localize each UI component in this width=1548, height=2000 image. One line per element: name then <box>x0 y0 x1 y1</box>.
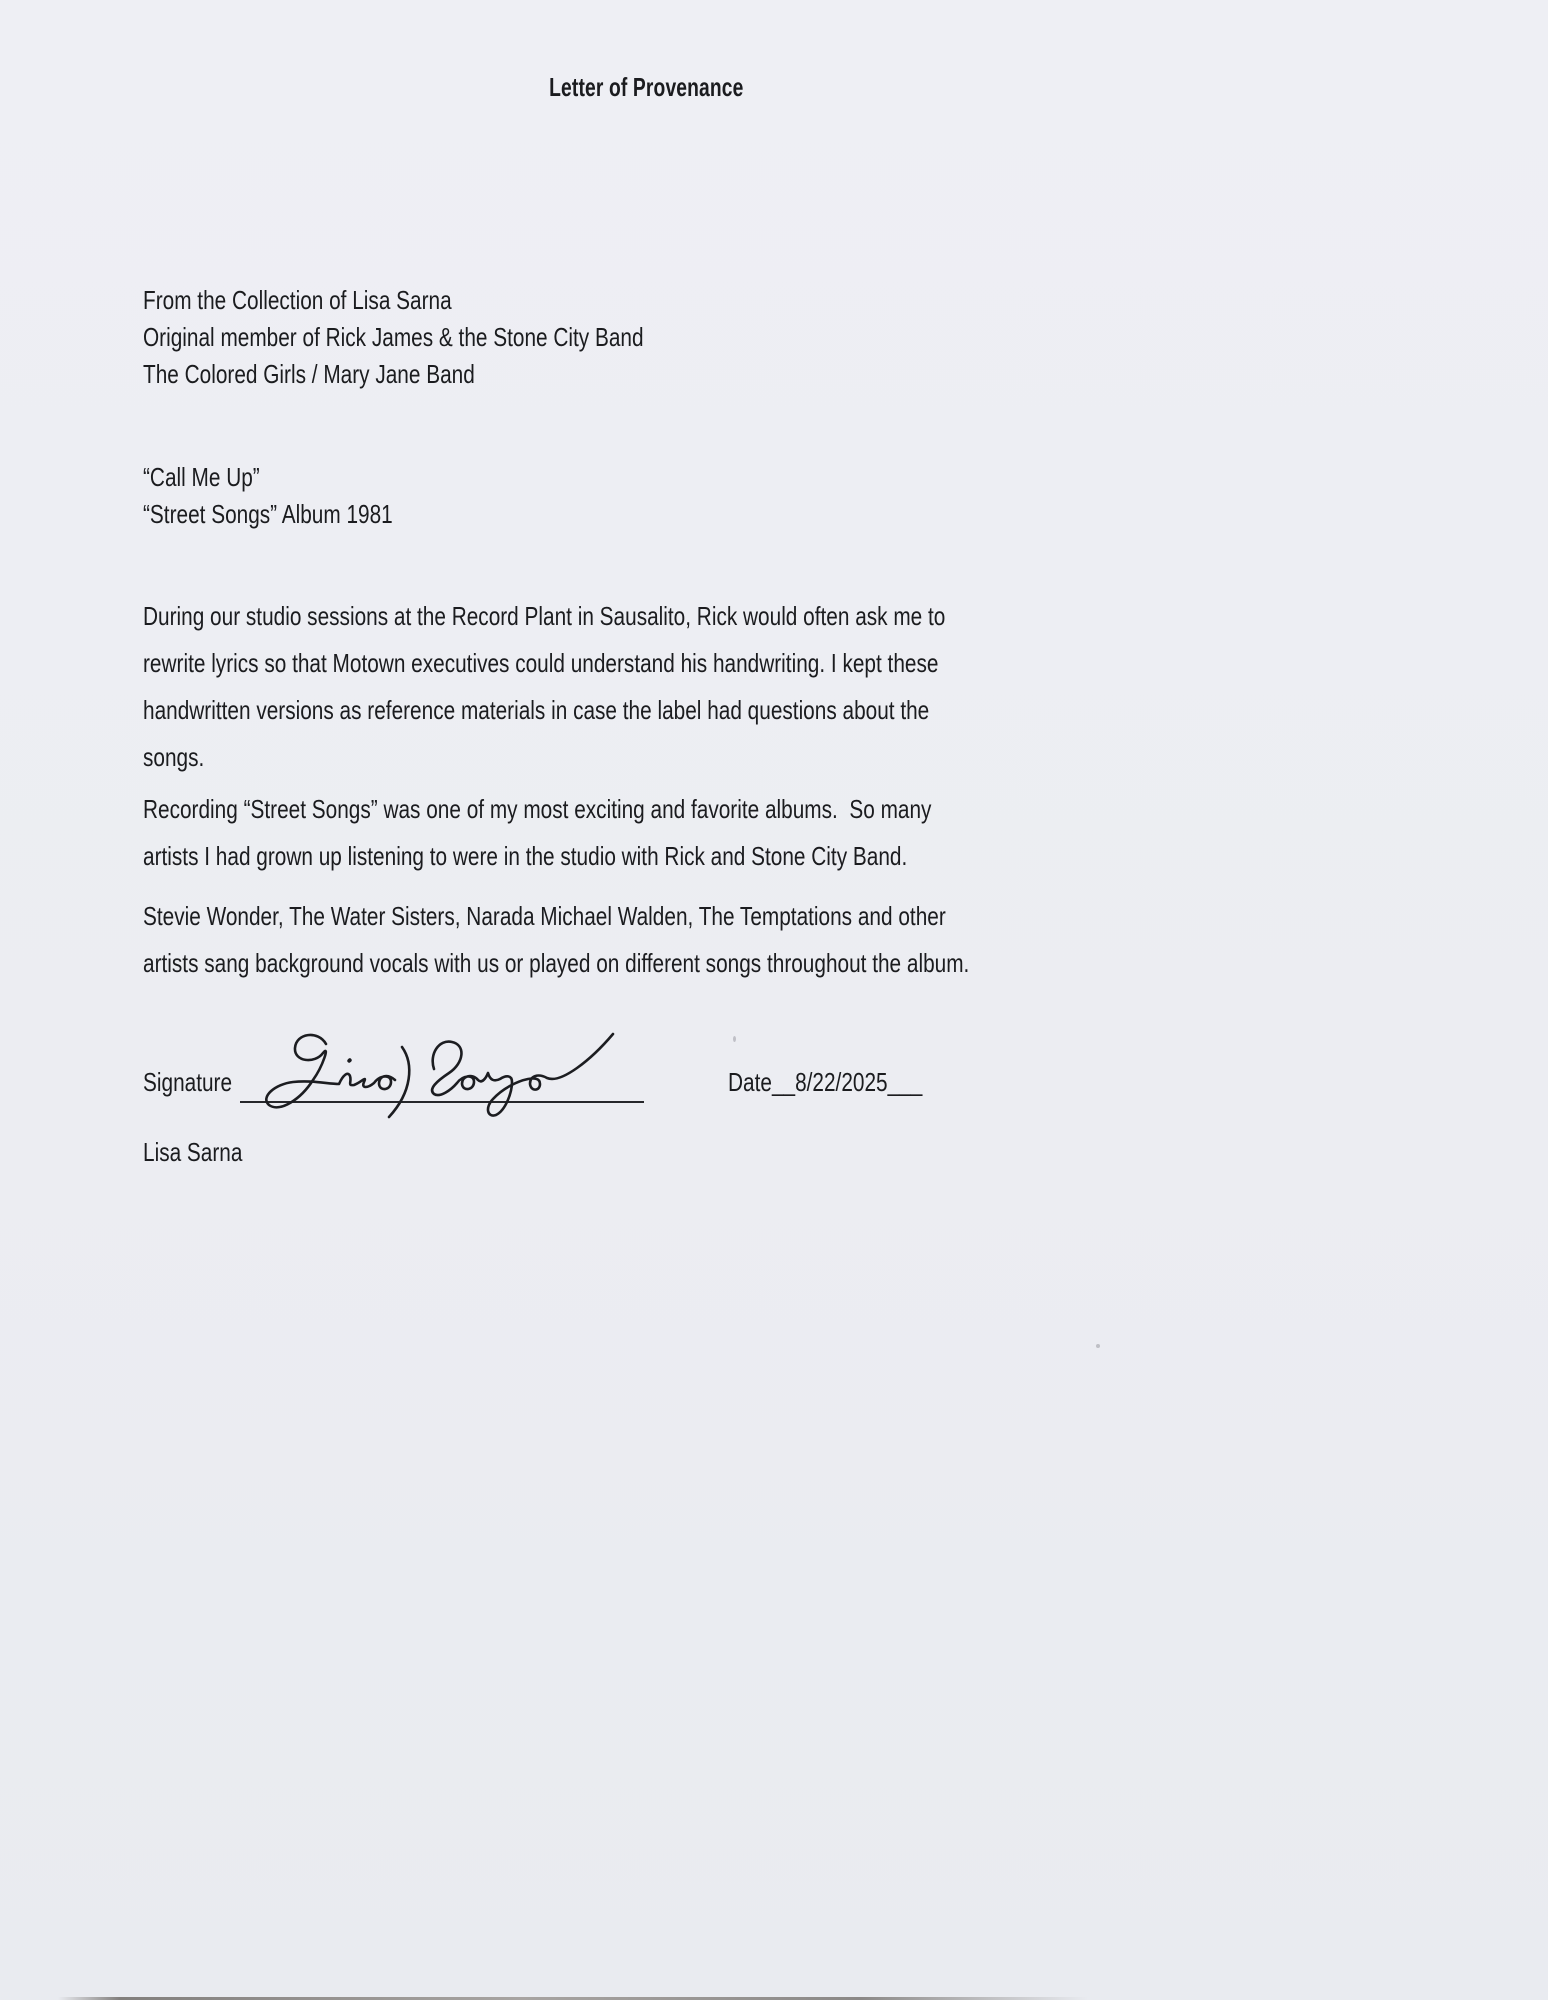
collection-block <box>143 282 769 393</box>
paragraph-2 <box>143 786 1129 880</box>
song-block <box>143 459 455 533</box>
date-value: 8/22/2025 <box>795 1067 888 1097</box>
paragraph-line: rewrite lyrics so that Motown executives could understand his handwriting. I kept these <box>143 648 939 678</box>
date-underscore-suffix: ___ <box>887 1067 923 1097</box>
paragraph-line: Stevie Wonder, The Water Sisters, Narada Michael Walden, The Temptations and other <box>143 901 946 931</box>
letter-title: Letter of Provenance <box>549 72 744 102</box>
date-underscore-prefix: __ <box>771 1067 796 1097</box>
date-field <box>728 1066 922 1098</box>
collection-line: Original member of Rick James & the Stone City Band <box>143 322 644 352</box>
date-label: Date <box>728 1067 772 1097</box>
paragraph-1 <box>143 593 1146 781</box>
album-line: “Street Songs” Album 1981 <box>143 499 393 529</box>
scan-speck <box>733 1036 736 1042</box>
song-title-line: “Call Me Up” <box>143 462 260 492</box>
scan-speck <box>1096 1344 1100 1348</box>
paragraph-line: During our studio sessions at the Record Plant in Sausalito, Rick would often ask me to <box>143 601 946 631</box>
collection-line: From the Collection of Lisa Sarna <box>143 285 452 315</box>
paragraph-line: Recording “Street Songs” was one of my most exciting and favorite albums. So many <box>143 794 932 824</box>
paragraph-line: songs. <box>143 742 205 772</box>
printed-name: Lisa Sarna <box>143 1137 243 1167</box>
paragraph-line: artists I had grown up listening to were in the studio with Rick and Stone City Band. <box>143 841 908 871</box>
signature-handwriting <box>235 1022 665 1137</box>
signature-label: Signature <box>143 1067 233 1097</box>
collection-line: The Colored Girls / Mary Jane Band <box>143 359 475 389</box>
letter-title-row <box>143 72 1150 103</box>
paragraph-line: handwritten versions as reference materials in case the label had questions about the <box>143 695 930 725</box>
paragraph-3 <box>143 893 1176 987</box>
paragraph-line: artists sang background vocals with us or played on different songs throughout the album. <box>143 948 970 978</box>
